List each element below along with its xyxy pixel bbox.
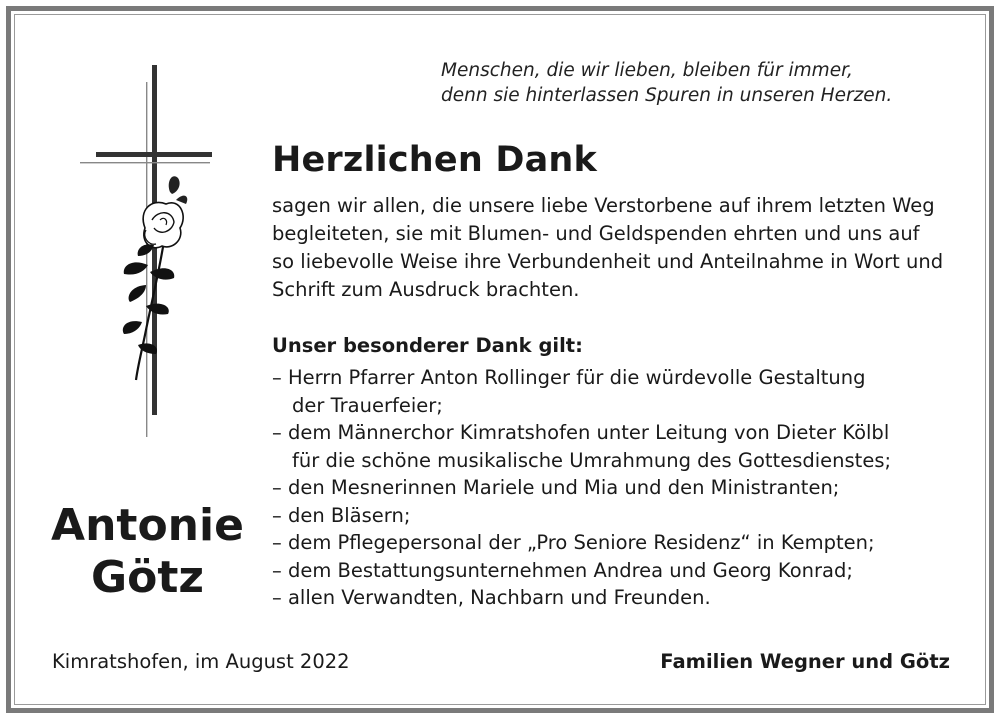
- intro-paragraph: [272, 192, 962, 304]
- family-signature: Familien Wegner und Götz: [660, 650, 950, 673]
- list-item-continuation: für die schöne musikalische Umrahmung des Gottesdienstes;: [292, 448, 892, 472]
- motto-line-2: denn sie hinterlassen Spuren in unseren Herzen.: [441, 85, 893, 106]
- place-date: Kimratshofen, im August 2022: [52, 650, 350, 673]
- list-item: – dem Männerchor Kimratshofen unter Leitung von Dieter Kölbl: [272, 421, 890, 444]
- motto-line-1: Menschen, die wir lieben, bleiben für immer,: [441, 60, 853, 81]
- thanks-heading: Unser besonderer Dank gilt:: [272, 334, 583, 357]
- intro-line: sagen wir allen, die unsere liebe Verstorbene auf ihrem letzten Weg: [272, 194, 935, 217]
- list-item: – Herrn Pfarrer Anton Rollinger für die würdevolle Gestaltung: [272, 366, 866, 389]
- motto-quote: [441, 58, 892, 108]
- thanks-list: [272, 364, 891, 612]
- intro-line: begleiteten, sie mit Blumen- und Geldspenden ehrten und uns auf: [272, 222, 920, 245]
- cross-with-rose-icon: [80, 60, 220, 445]
- list-item-continuation: der Trauerfeier;: [292, 393, 443, 417]
- deceased-last-name: Götz: [91, 552, 204, 603]
- deceased-first-name: Antonie: [51, 500, 244, 551]
- page-title: Herzlichen Dank: [272, 140, 598, 180]
- list-item: – allen Verwandten, Nachbarn und Freunden.: [272, 586, 711, 609]
- list-item: – dem Pflegepersonal der „Pro Seniore Residenz“ in Kempten;: [272, 531, 875, 554]
- list-item: – dem Bestattungsunternehmen Andrea und Georg Konrad;: [272, 558, 853, 582]
- list-item: – den Bläsern;: [272, 503, 411, 527]
- deceased-name: [40, 500, 255, 604]
- intro-line: Schrift zum Ausdruck brachten.: [272, 278, 580, 301]
- list-item: – den Mesnerinnen Mariele und Mia und den Ministranten;: [272, 476, 840, 499]
- intro-line: so liebevolle Weise ihre Verbundenheit und Anteilnahme in Wort und: [272, 250, 944, 273]
